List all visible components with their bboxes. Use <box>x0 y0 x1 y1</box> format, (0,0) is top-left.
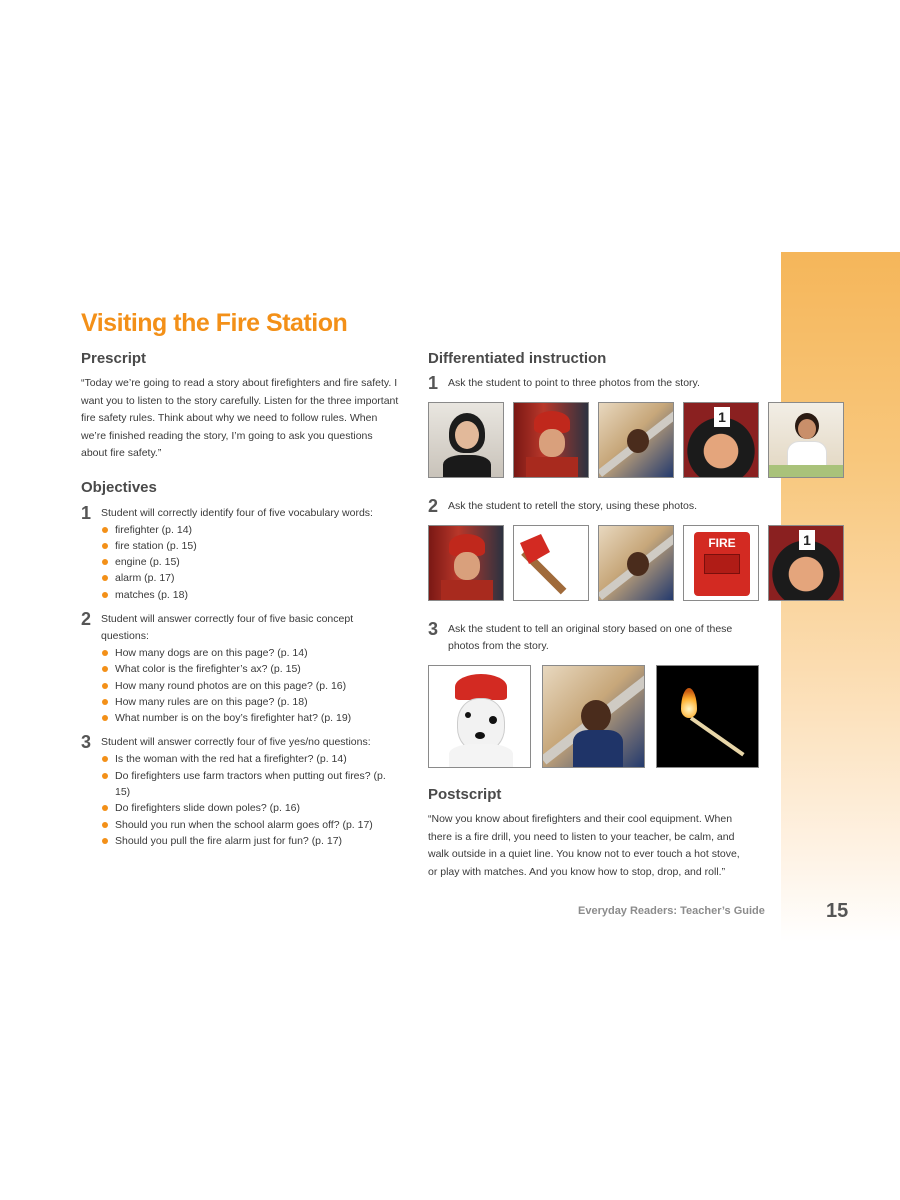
list-item: Is the woman with the red hat a firefighter? (p. 14) <box>102 751 392 767</box>
step-text: Ask the student to retell the story, using these photos. <box>448 500 698 512</box>
list-item: What color is the firefighter’s ax? (p. 15) <box>102 661 401 677</box>
photo-row-2 <box>428 525 848 601</box>
step-number: 3 <box>428 619 439 639</box>
objective-bullets <box>102 645 401 726</box>
pole-sliding-firefighter-photo <box>598 402 674 478</box>
list-item: Should you pull the fire alarm just for fun? (p. 17) <box>102 833 392 849</box>
list-item: engine (p. 15) <box>102 554 401 570</box>
objective-text: Student will answer correctly four of five basic concept questions: <box>101 612 354 642</box>
objective-number: 2 <box>81 608 92 629</box>
list-item: firefighter (p. 14) <box>102 522 401 538</box>
photo-row-1 <box>428 402 848 478</box>
step-text: Ask the student to point to three photos from the story. <box>448 377 700 389</box>
step-number: 2 <box>428 496 439 516</box>
step-number: 1 <box>428 373 439 393</box>
alarm-label: FIRE <box>708 536 736 550</box>
list-item: Do firefighters use farm tractors when putting out fires? (p. 15) <box>102 768 392 801</box>
woman-photo <box>428 402 504 478</box>
axe-photo <box>513 525 589 601</box>
list-item: How many round photos are on this page? (p. 16) <box>102 678 401 694</box>
list-item: fire station (p. 15) <box>102 538 401 554</box>
prescript-heading: Prescript <box>81 350 147 367</box>
objective-text: Student will correctly identify four of five vocabulary words: <box>101 506 373 519</box>
objective-number: 3 <box>81 732 92 753</box>
prescript-text: “Today we’re going to read a story about firefighters and fire safety. I want you to listen to the story carefully. Listen for the three important fire safety rules. Think about why we need to follow rules. When we’re finished reading the story, I’m going to ask you questions about fire safety.” <box>81 377 399 459</box>
list-item: matches (p. 18) <box>102 587 401 603</box>
prescript-section <box>81 350 401 463</box>
postscript-section <box>428 786 848 881</box>
helmet-number: 1 <box>714 407 730 427</box>
dalmatian-photo <box>428 665 531 768</box>
list-item: alarm (p. 17) <box>102 570 401 586</box>
right-column <box>428 350 848 881</box>
objectives-heading: Objectives <box>81 478 157 496</box>
objective-bullets <box>102 751 392 849</box>
chef-woman-photo <box>768 402 844 478</box>
step-text: Ask the student to tell an original story based on one of these photos from the story. <box>448 623 733 652</box>
postscript-heading: Postscript <box>428 786 502 803</box>
objective-bullets <box>102 522 401 603</box>
left-column <box>81 350 401 857</box>
postscript-text: “Now you know about firefighters and their cool equipment. When there is a fire drill, you need to listen to your teacher, be calm, and walk outside in a quiet line. You know not to ever touch a hot stove, or play with matches. And you know how to stop, drop, and roll.” <box>428 813 740 878</box>
footer-guide-title: Everyday Readers: Teacher’s Guide <box>578 905 765 917</box>
step-3 <box>428 621 848 655</box>
step-1 <box>428 375 848 392</box>
list-item: Should you run when the school alarm goes off? (p. 17) <box>102 817 392 833</box>
boy-helmet-photo <box>683 402 759 478</box>
step-2 <box>428 498 848 515</box>
photo-row-3 <box>428 665 848 768</box>
objective-1 <box>81 502 401 603</box>
pole-sliding-firefighter-photo <box>598 525 674 601</box>
firefighter-photo <box>513 402 589 478</box>
list-item: How many dogs are on this page? (p. 14) <box>102 645 401 661</box>
page-number: 15 <box>826 900 849 922</box>
list-item: How many rules are on this page? (p. 18) <box>102 694 401 710</box>
objective-number: 1 <box>81 502 92 523</box>
pole-sliding-firefighter-photo <box>542 665 645 768</box>
differentiated-heading: Differentiated instruction <box>428 350 607 367</box>
objective-3 <box>81 734 401 849</box>
boy-helmet-photo <box>768 525 844 601</box>
fire-alarm-photo <box>683 525 759 601</box>
lit-match-photo <box>656 665 759 768</box>
helmet-number: 1 <box>799 530 815 550</box>
page-title: Visiting the Fire Station <box>81 309 348 337</box>
objectives-section <box>81 479 401 850</box>
objective-text: Student will answer correctly four of five yes/no questions: <box>101 736 371 749</box>
objective-2 <box>81 608 401 726</box>
list-item: Do firefighters slide down poles? (p. 16) <box>102 800 392 816</box>
list-item: What number is on the boy’s firefighter hat? (p. 19) <box>102 710 401 726</box>
firefighter-photo <box>428 525 504 601</box>
